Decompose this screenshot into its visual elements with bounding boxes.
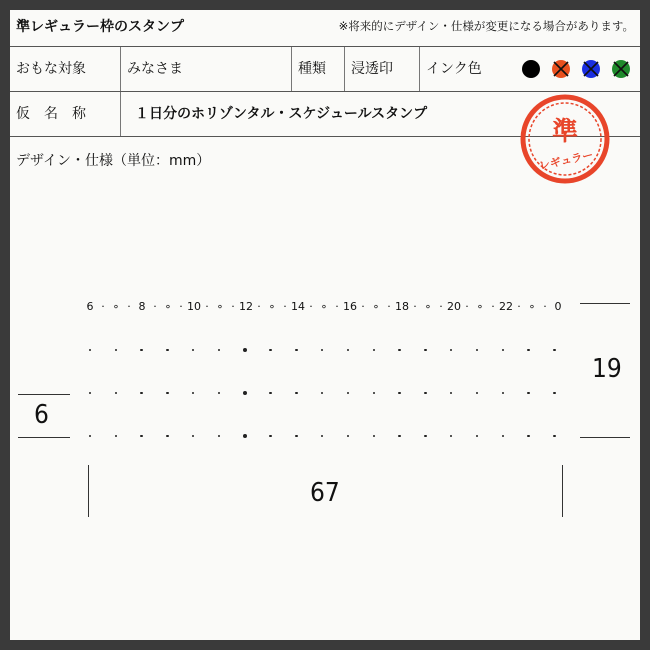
ruler-tick: · xyxy=(231,300,235,313)
ruler-half-mark: ∘ xyxy=(164,300,172,313)
grid-dot xyxy=(321,435,324,438)
grid-dot xyxy=(373,349,376,352)
grid-dot xyxy=(115,435,118,438)
grid-dot xyxy=(347,349,350,352)
ruler-tick: · xyxy=(153,300,157,313)
ruler-tick: · xyxy=(361,300,365,313)
grid-dot xyxy=(140,392,143,395)
grid-dot xyxy=(295,435,298,438)
dim-line-bottom xyxy=(580,437,630,438)
grid-dot xyxy=(476,392,479,395)
ruler-label: 16 xyxy=(343,300,357,313)
grid-dot xyxy=(218,392,221,395)
target-value: みなさま xyxy=(127,61,183,77)
dim-line-width-right xyxy=(562,465,563,517)
grid-dot xyxy=(424,349,427,352)
grid-dot xyxy=(398,392,401,395)
grid-dot xyxy=(347,435,350,438)
grid-dot xyxy=(424,435,427,438)
grid-dot xyxy=(321,349,324,352)
ruler-half-mark: ∘ xyxy=(528,300,536,313)
ruler-half-mark: ∘ xyxy=(476,300,484,313)
ruler-tick: · xyxy=(283,300,287,313)
regular-badge xyxy=(518,92,612,186)
grid-dot xyxy=(243,391,247,395)
grid-dot xyxy=(89,349,92,352)
grid-dot xyxy=(115,349,118,352)
grid-dot xyxy=(553,435,556,438)
ruler-tick: · xyxy=(543,300,547,313)
grid-dot xyxy=(553,349,556,352)
ruler-tick: · xyxy=(517,300,521,313)
height-dimension: 19 xyxy=(592,354,622,384)
ink-label: インク色 xyxy=(426,61,482,77)
ruler-tick: · xyxy=(387,300,391,313)
ruler-tick: · xyxy=(309,300,313,313)
name-label: 仮 名 称 xyxy=(16,106,86,122)
grid-dot xyxy=(398,349,401,352)
grid-dot xyxy=(476,349,479,352)
grid-dot xyxy=(269,435,272,438)
grid-dot xyxy=(295,349,298,352)
grid-dot xyxy=(269,349,272,352)
info-row-1 xyxy=(10,47,640,92)
ruler-tick: · xyxy=(127,300,131,313)
ruler-label: 0 xyxy=(554,300,562,313)
grid-dot xyxy=(269,392,272,395)
header xyxy=(10,10,640,47)
dim-line-top xyxy=(580,303,630,304)
dim-line-left-top xyxy=(18,394,70,395)
type-value: 浸透印 xyxy=(351,61,393,77)
ink-unavailable-icon xyxy=(552,60,570,78)
grid-dot xyxy=(553,392,556,395)
grid-dot xyxy=(218,349,221,352)
grid-dot xyxy=(450,392,453,395)
ink-unavailable-icon xyxy=(582,60,600,78)
grid-dot xyxy=(140,435,143,438)
grid-dot xyxy=(502,349,505,352)
page-title: 準レギュラー枠のスタンプ xyxy=(16,19,184,35)
grid-dot xyxy=(192,392,195,395)
ruler-half-mark: ∘ xyxy=(372,300,380,313)
left-dimension: 6 xyxy=(34,400,49,430)
dim-line-left-bottom xyxy=(18,437,70,438)
ruler-label: 22 xyxy=(499,300,513,313)
ruler-label: 10 xyxy=(187,300,201,313)
grid-dot xyxy=(218,435,221,438)
dim-line-width-left xyxy=(88,465,89,517)
ruler-tick: · xyxy=(465,300,469,313)
ruler-half-mark: ∘ xyxy=(268,300,276,313)
grid-dot xyxy=(527,349,530,352)
ruler-label: 12 xyxy=(239,300,253,313)
ruler-tick: · xyxy=(413,300,417,313)
grid-dot xyxy=(166,349,169,352)
ruler-tick: · xyxy=(101,300,105,313)
ruler-half-mark: ∘ xyxy=(320,300,328,313)
type-label: 種類 xyxy=(298,61,326,77)
grid-dot xyxy=(192,435,195,438)
target-label: おもな対象 xyxy=(16,61,86,77)
grid-dot xyxy=(243,348,247,352)
grid-dot xyxy=(527,435,530,438)
ruler-label: 18 xyxy=(395,300,409,313)
grid-dot xyxy=(192,349,195,352)
badge-main: 準 xyxy=(551,117,579,147)
spec-label: デザイン・仕様（単位：mm） xyxy=(16,153,211,169)
ruler-tick: · xyxy=(257,300,261,313)
grid-dot xyxy=(527,392,530,395)
grid-dot xyxy=(243,434,247,438)
disclaimer-note: ※将来的にデザイン・仕様が変更になる場合があります。 xyxy=(338,19,634,33)
grid-dot xyxy=(89,392,92,395)
width-dimension: 67 xyxy=(310,478,340,508)
ink-unavailable-icon xyxy=(612,60,630,78)
grid-dot xyxy=(476,435,479,438)
grid-dot xyxy=(373,435,376,438)
grid-dot xyxy=(321,392,324,395)
grid-dot xyxy=(424,392,427,395)
grid-dot xyxy=(347,392,350,395)
ruler-tick: · xyxy=(439,300,443,313)
grid-dot xyxy=(373,392,376,395)
badge-stamp-icon xyxy=(518,92,612,186)
ruler-tick: · xyxy=(491,300,495,313)
ruler-tick: · xyxy=(335,300,339,313)
ruler-label: 20 xyxy=(447,300,461,313)
grid-dot xyxy=(166,435,169,438)
ruler-tick: · xyxy=(205,300,209,313)
grid-dot xyxy=(140,349,143,352)
ruler-label: 14 xyxy=(291,300,305,313)
ruler-label: 8 xyxy=(138,300,146,313)
grid-dot xyxy=(295,392,298,395)
badge-sub: レギュラー xyxy=(537,148,595,173)
ruler-half-mark: ∘ xyxy=(112,300,120,313)
grid-dot xyxy=(450,435,453,438)
ruler-half-mark: ∘ xyxy=(424,300,432,313)
grid-dot xyxy=(115,392,118,395)
ink-available-icon xyxy=(522,60,540,78)
grid-dot xyxy=(166,392,169,395)
spec-sheet xyxy=(10,10,640,640)
grid-dot xyxy=(398,435,401,438)
grid-dot xyxy=(502,392,505,395)
grid-dot xyxy=(89,435,92,438)
grid-dot xyxy=(450,349,453,352)
name-value: １日分のホリゾンタル・スケジュールスタンプ xyxy=(135,106,428,122)
ruler-tick: · xyxy=(179,300,183,313)
grid-dot xyxy=(502,435,505,438)
ruler-half-mark: ∘ xyxy=(216,300,224,313)
ruler-label: 6 xyxy=(86,300,94,313)
